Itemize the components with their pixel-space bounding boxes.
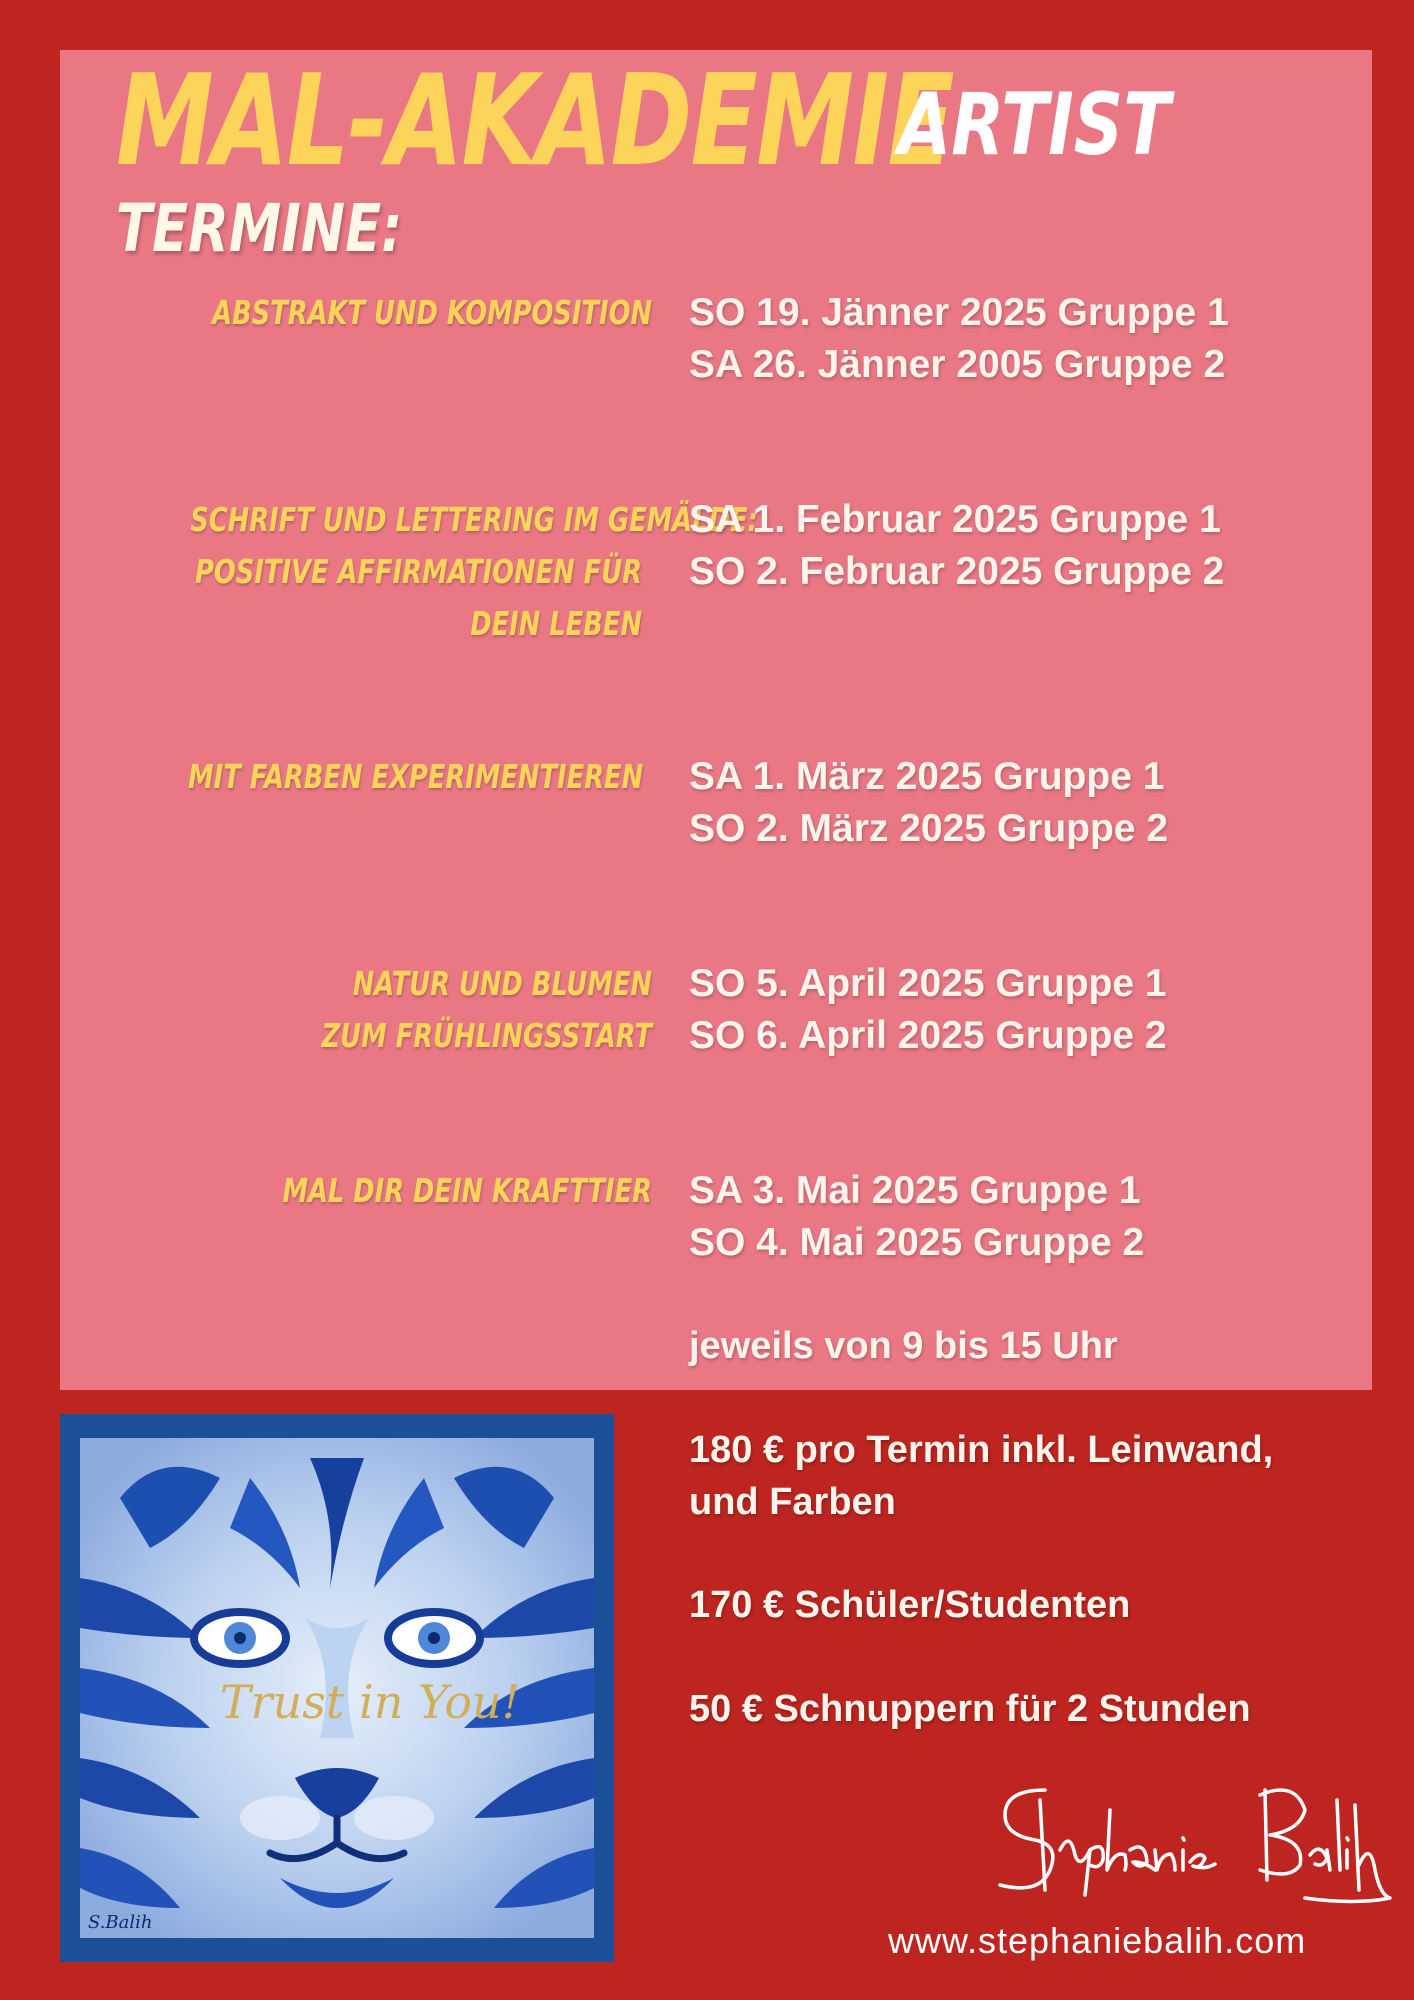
course-title-line: POSITIVE AFFIRMATIONEN FÜR xyxy=(195,552,643,591)
painting-text: Trust in You! xyxy=(220,1675,521,1729)
painting-signature: S.Balih xyxy=(88,1912,153,1933)
date-line: SO 2. Februar 2025 Gruppe 2 xyxy=(689,550,1225,593)
price-students: 170 € Schüler/Studenten xyxy=(689,1584,1131,1626)
date-line: SA 3. Mai 2025 Gruppe 1 xyxy=(689,1169,1141,1212)
course-dates xyxy=(689,494,1224,598)
website-link[interactable]: www.stephaniebalih.com xyxy=(888,1920,1307,1961)
course-title-line: DEIN LEBEN xyxy=(470,604,642,643)
tiger-painting-frame xyxy=(60,1414,614,1962)
date-line: SO 4. Mai 2025 Gruppe 2 xyxy=(689,1221,1145,1264)
course-title xyxy=(60,751,652,803)
course-title-line: ZUM FRÜHLINGSSTART xyxy=(321,1016,652,1055)
price-full-line: 180 € pro Termin inkl. Leinwand, xyxy=(689,1429,1274,1471)
course-title xyxy=(60,1165,652,1217)
date-line: SA 1. März 2025 Gruppe 1 xyxy=(689,755,1165,798)
course-dates xyxy=(689,287,1229,391)
course-title xyxy=(60,287,652,339)
times-note: jeweils von 9 bis 15 Uhr xyxy=(689,1325,1118,1367)
course-dates xyxy=(689,751,1168,855)
course-dates xyxy=(689,1165,1144,1269)
date-line: SO 19. Jänner 2025 Gruppe 1 xyxy=(689,291,1229,334)
course-title xyxy=(60,958,652,1062)
course-dates xyxy=(689,958,1167,1062)
course-title-line: ABSTRAKT UND KOMPOSITION xyxy=(212,293,652,332)
course-title-line: MAL DIR DEIN KRAFTTIER xyxy=(282,1171,652,1210)
course-title-line: NATUR UND BLUMEN xyxy=(352,964,652,1003)
page-title: MAL-AKADEMIE xyxy=(116,47,954,194)
signature-graphic xyxy=(975,1770,1395,1910)
section-heading: TERMINE: xyxy=(116,190,403,267)
date-line: SA 1. Februar 2025 Gruppe 1 xyxy=(689,498,1221,541)
date-line: SO 5. April 2025 Gruppe 1 xyxy=(689,962,1167,1005)
price-trial: 50 € Schnuppern für 2 Stunden xyxy=(689,1688,1251,1730)
course-title-line: SCHRIFT UND LETTERING IM GEMÄLDE: xyxy=(190,500,758,539)
page-subtitle: ARTIST xyxy=(898,75,1171,175)
course-title-line: MIT FARBEN EXPERIMENTIEREN xyxy=(188,757,644,796)
date-line: SO 6. April 2025 Gruppe 2 xyxy=(689,1014,1167,1057)
date-line: SA 26. Jänner 2005 Gruppe 2 xyxy=(689,343,1226,386)
course-title xyxy=(60,494,758,650)
price-full-line: und Farben xyxy=(689,1481,896,1523)
tiger-painting xyxy=(80,1438,594,1938)
date-line: SO 2. März 2025 Gruppe 2 xyxy=(689,807,1169,850)
